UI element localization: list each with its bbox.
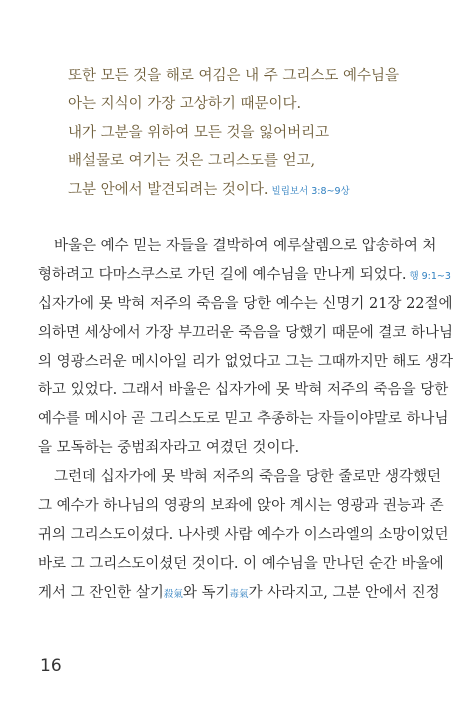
quote-line: 배설물로 여기는 것은 그리스도를 얻고, [68, 153, 316, 170]
paragraph-line: 그런데 십자가에 못 박혀 저주의 죽음을 당한 줄로만 생각했던 [54, 469, 442, 486]
paragraph-line: 십자가에 못 박혀 저주의 죽음을 당한 예수는 신명기 21장 22절에 [38, 295, 453, 312]
paragraph-line: 바울은 예수 믿는 자들을 결박하여 예루살렘으로 압송하여 처 [54, 238, 437, 254]
paragraph-line [38, 579, 440, 608]
paragraph-line [38, 261, 451, 290]
page-number: 16 [40, 656, 62, 676]
paragraph-line: 그 예수가 하나님의 영광의 보좌에 앉아 계시는 영광과 권능과 존 [38, 498, 444, 515]
body-text [38, 232, 454, 608]
scripture-quote [68, 62, 438, 204]
paragraph-line-text: 가 사라지고, 그분 안에서 진정 [248, 584, 440, 601]
paragraph-line-text: 게서 그 잔인한 살기 [38, 584, 164, 601]
hanja-annotation: 殺氣 [163, 588, 183, 600]
quote-line: 내가 그분을 위하여 모든 것을 잃어버리고 [68, 124, 330, 141]
paragraph-line-text: 형하려고 다마스쿠스로 가던 길에 예수님을 만나게 되었다. [38, 266, 407, 283]
quote-line: 또한 모든 것을 해로 여김은 내 주 그리스도 예수님을 [68, 68, 400, 84]
scripture-reference: 빌립보서 3:8~9상 [271, 185, 350, 197]
paragraph-line: 바로 그 그리스도이셨던 것이다. 이 예수님을 만나던 순간 바울에 [38, 555, 444, 572]
quote-line-text: 그분 안에서 발견되려는 것이다. [68, 181, 269, 198]
acts-reference: 행 9:1~3 [409, 270, 451, 282]
quote-line-last [68, 176, 438, 204]
hanja-annotation: 毒氣 [229, 588, 249, 600]
quote-line: 아는 지식이 가장 고상하기 때문이다. [68, 96, 302, 113]
paragraph-line: 귀의 그리스도이셨다. 나사렛 사람 예수가 이스라엘의 소망이었던 [38, 526, 449, 543]
paragraph-line: 의하면 세상에서 가장 부끄러운 죽음을 당했기 때문에 결코 하나님 [38, 324, 454, 341]
paragraph-line-text: 와 독기 [182, 584, 230, 601]
paragraph-line: 을 모독하는 중범죄자라고 여겼던 것이다. [38, 440, 300, 457]
paragraph-line: 의 영광스러운 메시아일 리가 없었다고 그는 그때까지만 해도 생각 [38, 353, 454, 370]
paragraph-line: 하고 있었다. 그래서 바울은 십자가에 못 박혀 저주의 죽음을 당한 [38, 382, 449, 399]
paragraph-line: 예수를 메시아 곧 그리스도로 믿고 추종하는 자들이야말로 하나님 [38, 411, 449, 428]
